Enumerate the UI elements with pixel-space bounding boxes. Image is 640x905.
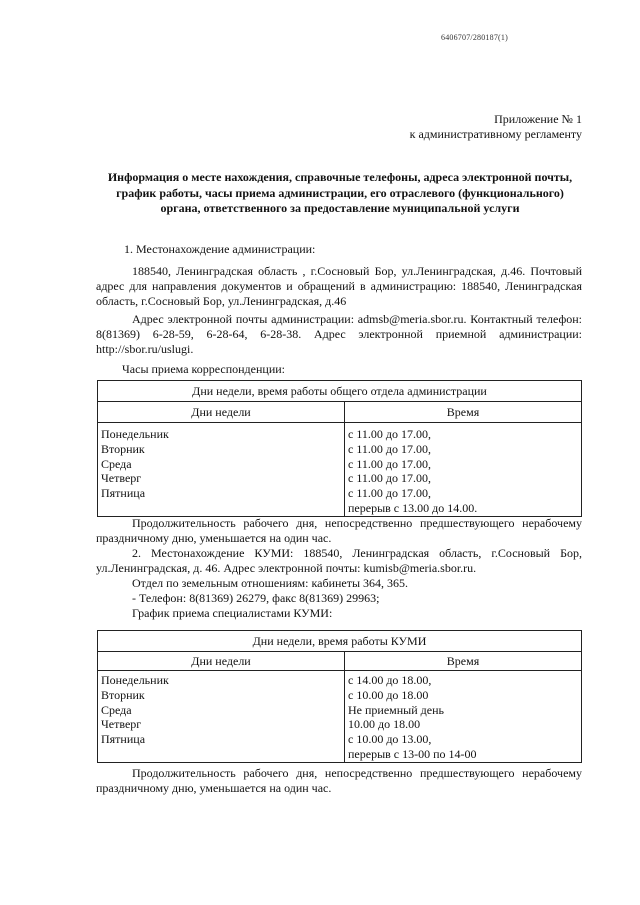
kumi-times-cell	[345, 671, 582, 763]
section2-location: 2. Местонахождение КУМИ: 188540, Ленинградская область, г.Сосновый Бор, ул.Ленинградская, д. 46. Адрес электронной почты: kumisb@meria.sbor.ru.	[96, 546, 582, 575]
note1: Продолжительность рабочего дня, непосредственно предшествующего нерабочему праздничному дню, уменьшается на один час.	[96, 516, 582, 545]
section2-phone: - Телефон: 8(81369) 26279, факс 8(81369) 29963;	[132, 591, 380, 605]
note2: Продолжительность рабочего дня, непосредственно предшествующего нерабочему праздничному дню, уменьшается на один час.	[96, 766, 582, 795]
kumi-table-caption: Дни недели, время работы КУМИ	[98, 631, 582, 652]
admin-day: Пятница	[101, 486, 146, 501]
admin-time: с 11.00 до 17.00,	[348, 471, 431, 486]
kumi-day: Вторник	[101, 687, 145, 702]
kumi-col-time: Время	[345, 652, 582, 671]
section1-heading-text: 1. Местонахождение администрации:	[124, 242, 316, 256]
kumi-schedule-label: График приема специалистами КУМИ:	[132, 606, 333, 620]
kumi-time: с 10.00 до 18.00	[348, 687, 429, 702]
document-id: 6406707/280187(1)	[441, 33, 508, 42]
kumi-day: Среда	[101, 702, 132, 717]
kumi-day: Понедельник	[101, 673, 169, 687]
kumi-time: 10.00 до 18.00	[348, 717, 421, 732]
admin-day: Вторник	[101, 441, 145, 456]
appendix-number: Приложение № 1	[494, 112, 582, 126]
section1-heading	[96, 242, 582, 257]
admin-time: с 11.00 до 17.00,	[348, 427, 431, 441]
admin-day: Четверг	[101, 471, 142, 486]
kumi-time: перерыв с 13-00 по 14-00	[348, 746, 477, 761]
kumi-schedule-table	[97, 630, 582, 763]
admin-time: с 11.00 до 17.00,	[348, 441, 431, 456]
kumi-time: Не приемный день	[348, 702, 444, 717]
admin-time: с 11.00 до 17.00,	[348, 486, 431, 501]
kumi-day: Пятница	[101, 732, 146, 747]
section1-address: 188540, Ленинградская область , г.Сосновый Бор, ул.Ленинградская, д.46. Почтовый адрес для направления документов и обращений в администрацию: 188540, Ленинградская область, г.Сосновый Бор, ул.Ленинградская, д.46	[96, 264, 582, 308]
admin-day: Понедельник	[101, 427, 169, 441]
section2-dept: Отдел по земельным отношениям: кабинеты 364, 365.	[132, 576, 409, 590]
admin-day: Среда	[101, 456, 132, 471]
kumi-day: Четверг	[101, 717, 142, 732]
admin-time: с 11.00 до 17.00,	[348, 456, 431, 471]
admin-time: перерыв с 13.00 до 14.00.	[348, 500, 478, 515]
admin-col-days: Дни недели	[98, 402, 345, 423]
appendix-header	[410, 112, 582, 142]
admin-schedule-table	[97, 380, 582, 517]
kumi-days-cell	[98, 671, 345, 763]
correspondence-hours-label: Часы приема корреспонденции:	[122, 362, 285, 376]
kumi-time: с 10.00 до 13.00,	[348, 732, 432, 747]
admin-table-caption: Дни недели, время работы общего отдела администрации	[98, 381, 582, 402]
admin-times-cell	[345, 423, 582, 517]
appendix-reference: к административному регламенту	[409, 127, 582, 141]
admin-col-time: Время	[345, 402, 582, 423]
section1-contacts: Адрес электронной почты администрации: admsb@meria.sbor.ru. Контактный телефон: 8(81369) 6-28-59, 6-28-64, 6-28-38. Адрес электронной приемной администрации: http://sbor.ru/uslugi.	[96, 312, 582, 356]
document-title: Информация о месте нахождения, справочные телефоны, адреса электронной почты, график работы, часы приема администрации, его отраслевого (функционального) органа, ответственного за предоставление муниципальной услуги	[107, 170, 573, 215]
admin-days-cell	[98, 423, 345, 517]
kumi-time: с 14.00 до 18.00,	[348, 673, 432, 687]
kumi-col-days: Дни недели	[98, 652, 345, 671]
